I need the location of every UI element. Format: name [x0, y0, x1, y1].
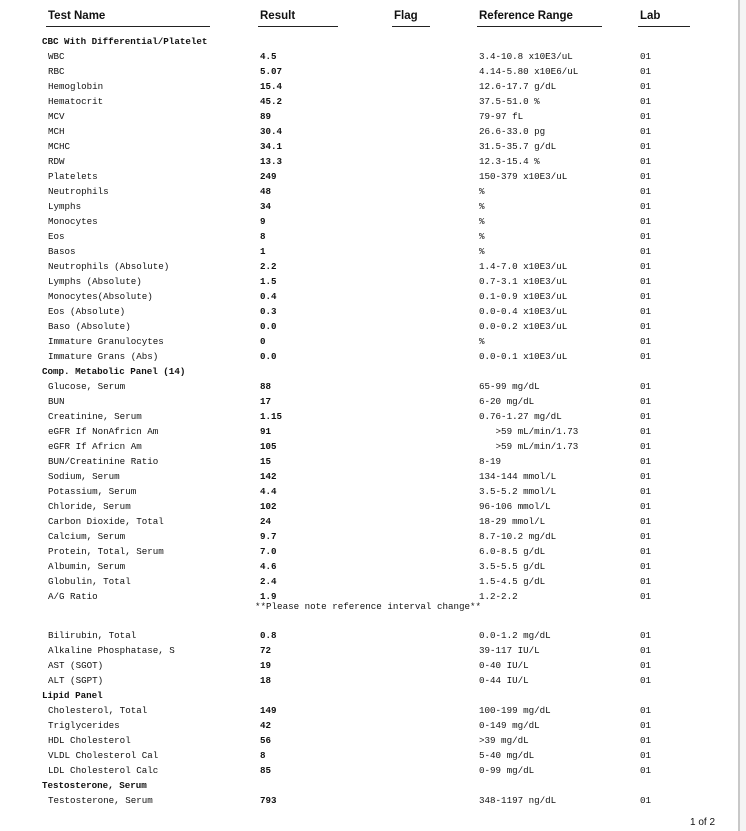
test-result: 56 [260, 735, 272, 746]
test-result: 5.07 [260, 66, 283, 77]
reference-range: 0.0-0.2 x10E3/uL [479, 321, 568, 332]
reference-range: 12.6-17.7 g/dL [479, 81, 557, 92]
lab-code: 01 [640, 171, 652, 182]
reference-range: 31.5-35.7 g/dL [479, 141, 557, 152]
test-name: Testosterone, Serum [48, 795, 153, 806]
test-result: 45.2 [260, 96, 283, 107]
test-name: Immature Grans (Abs) [48, 351, 159, 362]
lab-code: 01 [640, 336, 652, 347]
table-row [0, 334, 738, 349]
reference-range: 3.5-5.5 g/dL [479, 561, 546, 572]
reference-range: 0-149 mg/dL [479, 720, 540, 731]
note-text: **Please note reference interval change** [255, 601, 482, 612]
test-result: 4.4 [260, 486, 277, 497]
table-row [0, 763, 738, 778]
test-result: 42 [260, 720, 272, 731]
test-result: 7.0 [260, 546, 277, 557]
test-name: RDW [48, 156, 65, 167]
reference-range: 79-97 fL [479, 111, 524, 122]
reference-range: 0-40 IU/L [479, 660, 529, 671]
test-name: Glucose, Serum [48, 381, 126, 392]
lab-code: 01 [640, 126, 652, 137]
section-header [0, 688, 738, 703]
lab-code: 01 [640, 276, 652, 287]
lab-code: 01 [640, 186, 652, 197]
test-name: Carbon Dioxide, Total [48, 516, 164, 527]
header-underline [46, 26, 210, 27]
reference-range: 0.1-0.9 x10E3/uL [479, 291, 568, 302]
test-result: 30.4 [260, 126, 283, 137]
lab-code: 01 [640, 111, 652, 122]
test-name: Albumin, Serum [48, 561, 126, 572]
test-name: Potassium, Serum [48, 486, 137, 497]
table-row [0, 319, 738, 334]
table-row [0, 469, 738, 484]
test-name: Basos [48, 246, 76, 257]
table-row [0, 658, 738, 673]
reference-range: 150-379 x10E3/uL [479, 171, 568, 182]
lab-code: 01 [640, 516, 652, 527]
test-name: MCH [48, 126, 65, 137]
reference-range: % [479, 246, 485, 257]
lab-code: 01 [640, 546, 652, 557]
lab-code: 01 [640, 735, 652, 746]
reference-range: 6.0-8.5 g/dL [479, 546, 546, 557]
table-row [0, 109, 738, 124]
lab-code: 01 [640, 531, 652, 542]
table-row [0, 514, 738, 529]
reference-range: 0.0-1.2 mg/dL [479, 630, 551, 641]
table-row [0, 64, 738, 79]
lab-code: 01 [640, 261, 652, 272]
reference-range: 100-199 mg/dL [479, 705, 551, 716]
lab-code: 01 [640, 576, 652, 587]
test-name: Neutrophils (Absolute) [48, 261, 170, 272]
lab-code: 01 [640, 591, 652, 602]
reference-range: 4.14-5.80 x10E6/uL [479, 66, 579, 77]
section-title: Comp. Metabolic Panel (14) [42, 366, 186, 377]
header-result: Result [260, 10, 296, 22]
test-name: BUN/Creatinine Ratio [48, 456, 159, 467]
reference-range: 0.76-1.27 mg/dL [479, 411, 562, 422]
reference-range: 0.0-0.1 x10E3/uL [479, 351, 568, 362]
lab-code: 01 [640, 675, 652, 686]
test-result: 2.4 [260, 576, 277, 587]
test-name: Bilirubin, Total [48, 630, 137, 641]
test-name: ALT (SGPT) [48, 675, 104, 686]
test-result: 91 [260, 426, 272, 437]
table-row [0, 199, 738, 214]
test-name: Baso (Absolute) [48, 321, 131, 332]
header-flag: Flag [394, 10, 418, 22]
reference-range: % [479, 216, 485, 227]
header-underline [477, 26, 602, 27]
test-result: 9.7 [260, 531, 277, 542]
test-name: A/G Ratio [48, 591, 98, 602]
test-result: 72 [260, 645, 272, 656]
test-result: 102 [260, 501, 277, 512]
reference-range: 65-99 mg/dL [479, 381, 540, 392]
table-row [0, 49, 738, 64]
test-result: 1 [260, 246, 266, 257]
header-underline [638, 26, 690, 27]
test-name: WBC [48, 51, 65, 62]
reference-range: 37.5-51.0 % [479, 96, 540, 107]
table-row [0, 139, 738, 154]
table-row [0, 559, 738, 574]
test-result: 1.9 [260, 591, 277, 602]
table-row [0, 484, 738, 499]
table-row [0, 643, 738, 658]
reference-range: 1.4-7.0 x10E3/uL [479, 261, 568, 272]
section-title: Testosterone, Serum [42, 780, 147, 791]
test-name: VLDL Cholesterol Cal [48, 750, 159, 761]
reference-range: 3.4-10.8 x10E3/uL [479, 51, 573, 62]
lab-code: 01 [640, 411, 652, 422]
lab-code: 01 [640, 351, 652, 362]
table-row [0, 673, 738, 688]
test-result: 48 [260, 186, 272, 197]
table-row [0, 628, 738, 643]
test-result: 0.0 [260, 321, 277, 332]
reference-range: 0.7-3.1 x10E3/uL [479, 276, 568, 287]
test-name: eGFR If Africn Am [48, 441, 142, 452]
table-row [0, 454, 738, 469]
test-name: Sodium, Serum [48, 471, 120, 482]
test-result: 4.6 [260, 561, 277, 572]
table-row [0, 409, 738, 424]
reference-range: 6-20 mg/dL [479, 396, 535, 407]
reference-range: 0-44 IU/L [479, 675, 529, 686]
test-name: Lymphs [48, 201, 82, 212]
table-row [0, 229, 738, 244]
test-name: Calcium, Serum [48, 531, 126, 542]
lab-code: 01 [640, 486, 652, 497]
table-row [0, 439, 738, 454]
header-lab: Lab [640, 10, 661, 22]
test-name: Immature Granulocytes [48, 336, 164, 347]
lab-code: 01 [640, 456, 652, 467]
header-underline [392, 26, 430, 27]
test-name: LDL Cholesterol Calc [48, 765, 159, 776]
test-name: eGFR If NonAfricn Am [48, 426, 159, 437]
lab-code: 01 [640, 501, 652, 512]
header-underline [258, 26, 338, 27]
header-reference-range: Reference Range [479, 10, 573, 22]
table-row [0, 124, 738, 139]
table-row [0, 544, 738, 559]
lab-code: 01 [640, 630, 652, 641]
lab-code: 01 [640, 51, 652, 62]
test-name: Monocytes [48, 216, 98, 227]
test-name: Eos [48, 231, 65, 242]
test-name: Triglycerides [48, 720, 120, 731]
test-result: 24 [260, 516, 272, 527]
test-result: 88 [260, 381, 272, 392]
table-row [0, 793, 738, 808]
test-result: 17 [260, 396, 272, 407]
test-result: 89 [260, 111, 272, 122]
table-row [0, 529, 738, 544]
table-row [0, 733, 738, 748]
test-result: 1.15 [260, 411, 283, 422]
test-name: Cholesterol, Total [48, 705, 148, 716]
reference-range: 8-19 [479, 456, 502, 467]
lab-code: 01 [640, 96, 652, 107]
test-result: 0.0 [260, 351, 277, 362]
test-result: 1.5 [260, 276, 277, 287]
table-row [0, 94, 738, 109]
lab-code: 01 [640, 396, 652, 407]
table-row [0, 259, 738, 274]
test-name: Protein, Total, Serum [48, 546, 164, 557]
test-result: 149 [260, 705, 277, 716]
reference-range: 0.0-0.4 x10E3/uL [479, 306, 568, 317]
test-name: AST (SGOT) [48, 660, 104, 671]
lab-code: 01 [640, 246, 652, 257]
table-row [0, 703, 738, 718]
lab-code: 01 [640, 660, 652, 671]
lab-code: 01 [640, 81, 652, 92]
lab-code: 01 [640, 216, 652, 227]
test-result: 0.8 [260, 630, 277, 641]
reference-range: 18-29 mmol/L [479, 516, 546, 527]
test-result: 34.1 [260, 141, 283, 152]
table-row [0, 424, 738, 439]
lab-code: 01 [640, 645, 652, 656]
test-result: 8 [260, 750, 266, 761]
lab-code: 01 [640, 306, 652, 317]
test-name: RBC [48, 66, 65, 77]
reference-range: >59 mL/min/1.73 [479, 426, 579, 437]
test-result: 85 [260, 765, 272, 776]
section-title: Lipid Panel [42, 690, 103, 701]
test-name: Platelets [48, 171, 98, 182]
lab-code: 01 [640, 720, 652, 731]
test-result: 8 [260, 231, 266, 242]
reference-range: 3.5-5.2 mmol/L [479, 486, 557, 497]
test-result: 18 [260, 675, 272, 686]
reference-range: % [479, 201, 485, 212]
lab-code: 01 [640, 291, 652, 302]
test-result: 2.2 [260, 261, 277, 272]
lab-code: 01 [640, 156, 652, 167]
table-row [0, 349, 738, 364]
reference-range: 1.2-2.2 [479, 591, 518, 602]
lab-code: 01 [640, 471, 652, 482]
lab-code: 01 [640, 765, 652, 776]
table-row [0, 244, 738, 259]
test-name: Globulin, Total [48, 576, 131, 587]
table-row [0, 499, 738, 514]
test-result: 0.3 [260, 306, 277, 317]
lab-code: 01 [640, 795, 652, 806]
test-name: Creatinine, Serum [48, 411, 142, 422]
table-row [0, 289, 738, 304]
table-row [0, 574, 738, 589]
lab-code: 01 [640, 231, 652, 242]
results-table [0, 34, 738, 808]
test-name: HDL Cholesterol [48, 735, 131, 746]
table-row [0, 379, 738, 394]
test-result: 249 [260, 171, 277, 182]
reference-range: % [479, 336, 485, 347]
reference-range: 8.7-10.2 mg/dL [479, 531, 557, 542]
test-result: 4.5 [260, 51, 277, 62]
section-header [0, 778, 738, 793]
test-name: Chloride, Serum [48, 501, 131, 512]
test-name: Monocytes(Absolute) [48, 291, 153, 302]
test-result: 13.3 [260, 156, 283, 167]
test-name: MCHC [48, 141, 71, 152]
reference-range: 26.6-33.0 pg [479, 126, 546, 137]
reference-range: % [479, 186, 485, 197]
test-name: Hemoglobin [48, 81, 104, 92]
table-row [0, 154, 738, 169]
reference-range: 96-106 mmol/L [479, 501, 551, 512]
table-row [0, 394, 738, 409]
table-row [0, 274, 738, 289]
lab-code: 01 [640, 321, 652, 332]
table-row [0, 184, 738, 199]
test-name: MCV [48, 111, 65, 122]
reference-range: >39 mg/dL [479, 735, 529, 746]
lab-code: 01 [640, 426, 652, 437]
section-header [0, 34, 738, 49]
table-row [0, 304, 738, 319]
test-result: 9 [260, 216, 266, 227]
reference-range: 39-117 IU/L [479, 645, 540, 656]
lab-code: 01 [640, 441, 652, 452]
reference-note [0, 601, 738, 628]
section-title: CBC With Differential/Platelet [42, 36, 208, 47]
reference-range: 0-99 mg/dL [479, 765, 535, 776]
section-header [0, 364, 738, 379]
test-result: 34 [260, 201, 272, 212]
test-name: Neutrophils [48, 186, 109, 197]
table-row [0, 718, 738, 733]
lab-code: 01 [640, 561, 652, 572]
reference-range: >59 mL/min/1.73 [479, 441, 579, 452]
test-result: 142 [260, 471, 277, 482]
table-row [0, 79, 738, 94]
lab-code: 01 [640, 381, 652, 392]
reference-range: 1.5-4.5 g/dL [479, 576, 546, 587]
test-name: Hematocrit [48, 96, 104, 107]
lab-code: 01 [640, 705, 652, 716]
table-row [0, 169, 738, 184]
test-result: 15.4 [260, 81, 283, 92]
test-result: 0 [260, 336, 266, 347]
lab-code: 01 [640, 66, 652, 77]
reference-range: 5-40 mg/dL [479, 750, 535, 761]
test-result: 19 [260, 660, 272, 671]
test-result: 105 [260, 441, 277, 452]
page-indicator: 1 of 2 [690, 817, 716, 828]
reference-range: 348-1197 ng/dL [479, 795, 557, 806]
table-row [0, 214, 738, 229]
test-result: 15 [260, 456, 272, 467]
test-name: Lymphs (Absolute) [48, 276, 142, 287]
test-result: 793 [260, 795, 277, 806]
lab-code: 01 [640, 750, 652, 761]
reference-range: 134-144 mmol/L [479, 471, 557, 482]
lab-code: 01 [640, 201, 652, 212]
test-name: Eos (Absolute) [48, 306, 126, 317]
reference-range: 12.3-15.4 % [479, 156, 540, 167]
test-name: BUN [48, 396, 65, 407]
page-edge [738, 0, 740, 831]
test-result: 0.4 [260, 291, 277, 302]
table-row [0, 748, 738, 763]
test-name: Alkaline Phosphatase, S [48, 645, 175, 656]
header-test-name: Test Name [48, 10, 106, 22]
reference-range: % [479, 231, 485, 242]
lab-code: 01 [640, 141, 652, 152]
